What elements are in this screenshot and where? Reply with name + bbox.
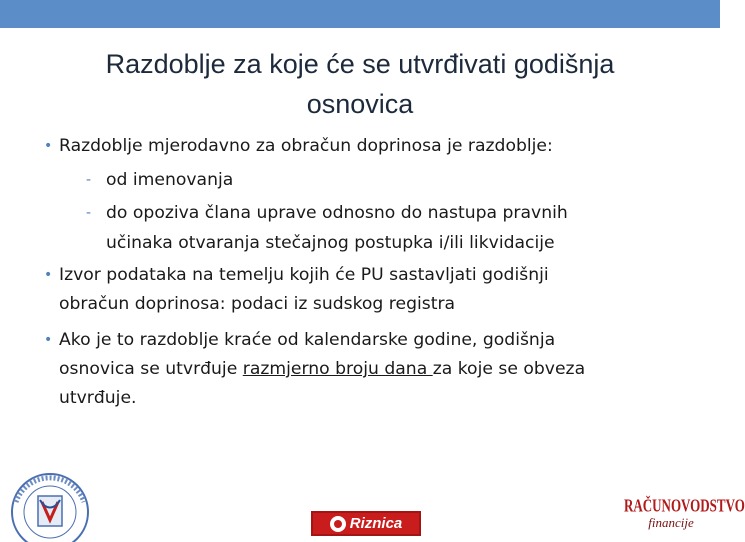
subitem-1-text: od imenovanja <box>106 170 234 190</box>
seal-logo <box>2 462 98 542</box>
bullet-3-line-2 <box>59 357 585 381</box>
racunovodstvo-logo <box>624 494 745 540</box>
slide-title <box>40 44 680 124</box>
bullet-3-line-1: Ako je to razdoblje kraće od kalendarske godine, godišnja <box>59 330 556 350</box>
subitem-2-line-1: do opoziva člana uprave odnosno do nastupa pravnih <box>106 203 568 223</box>
dash-marker: - <box>86 205 92 221</box>
riznica-logo-text: Riznica <box>349 515 403 532</box>
bullet-1-text: Razdoblje mjerodavno za obračun doprinosa je razdoblje: <box>59 136 553 156</box>
bullet-3-line-3: utvrđuje. <box>59 388 137 408</box>
title-line-1: Razdoblje za koje će se utvrđivati godišnja <box>105 49 615 79</box>
top-bar <box>0 0 720 28</box>
bullet-marker: • <box>44 267 53 283</box>
bullet-3-line-2-pre: osnovica se utvrđuje <box>59 359 243 379</box>
riznica-emblem-icon <box>330 516 346 532</box>
bullet-marker: • <box>44 332 53 348</box>
riznica-logo <box>311 511 421 536</box>
underlined-phrase: razmjerno broju dana <box>242 359 433 379</box>
bullet-3-line-2-post: za koje se obveza <box>432 359 586 379</box>
subitem-2-line-2: učinaka otvaranja stečajnog postupka i/ili likvidacije <box>106 233 555 253</box>
dash-marker: - <box>86 172 92 188</box>
racunovodstvo-logo-bottom: financije <box>648 515 694 530</box>
bullet-2-line-1: Izvor podataka na temelju kojih će PU sastavljati godišnji <box>59 265 549 285</box>
bullet-2-line-2: obračun doprinosa: podaci iz sudskog registra <box>59 294 456 314</box>
title-line-2: osnovica <box>306 89 414 119</box>
bullet-marker: • <box>44 138 53 154</box>
racunovodstvo-logo-top: RAČUNOVODSTVO <box>624 494 745 516</box>
